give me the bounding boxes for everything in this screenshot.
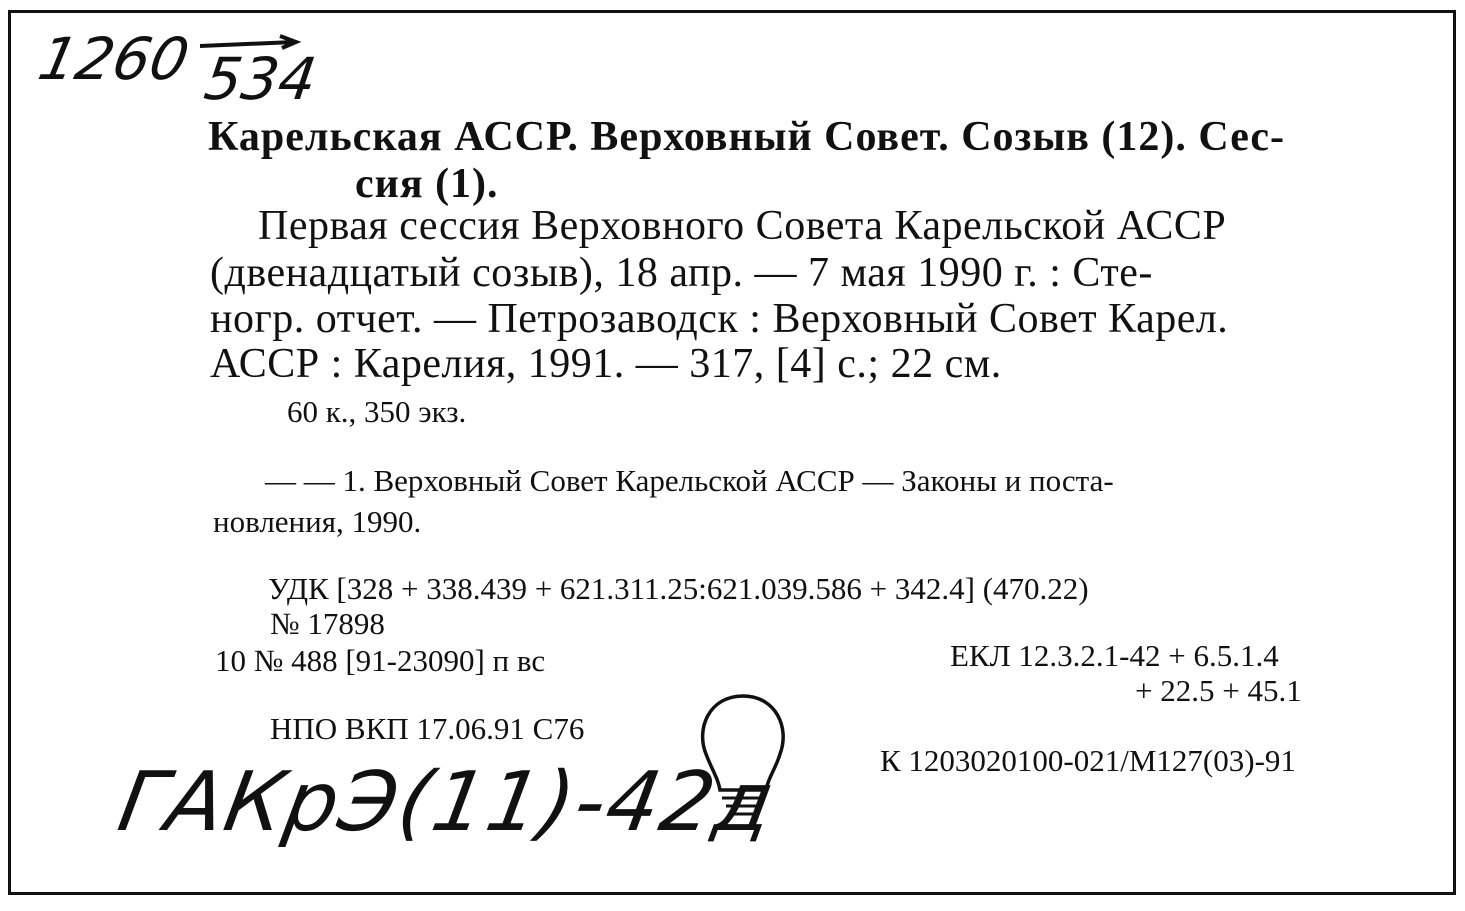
handwritten-number-1260: 1260 <box>32 25 195 93</box>
ekl-line2: + 22.5 + 45.1 <box>1135 673 1302 708</box>
title-line1: Первая сессия Верховного Совета Карельской АССР <box>258 203 1227 249</box>
publisher-pages-line: АССР : Карелия, 1991. — 317, [4] с.; 22 см. <box>210 341 1002 387</box>
imprint-line: ногр. отчет. — Петрозаводск : Верховный Совет Карел. <box>210 296 1229 342</box>
npo-vkp-code: НПО ВКП 17.06.91 С76 <box>270 711 585 746</box>
record-number: № 17898 <box>270 606 385 641</box>
handwritten-overline-mark <box>196 34 316 54</box>
handwritten-archive-code: ГАКрЭ(11)-42д <box>111 755 783 850</box>
card-heading-line1: Карельская АССР. Верховный Совет. Созыв (12). Сес- <box>208 114 1286 160</box>
title-line2: (двенадцатый созыв), 18 апр. — 7 мая 1990 г. : Сте- <box>210 250 1153 296</box>
order-number: 10 № 488 [91-23090] п вс <box>215 643 546 678</box>
ekl-line1: ЕКЛ 12.3.2.1-42 + 6.5.1.4 <box>950 638 1279 673</box>
subject-heading-line2: новления, 1990. <box>213 504 422 539</box>
udk-code: УДК [328 + 338.439 + 621.311.25:621.039.586 + 342.4] (470.22) <box>268 571 1089 606</box>
subject-heading-line1: — — 1. Верховный Совет Карельской АССР — Законы и поста- <box>265 463 1114 498</box>
handwritten-number-534: 534 <box>200 45 321 113</box>
card-heading-line2: сия (1). <box>355 161 499 207</box>
price-print-run: 60 к., 350 экз. <box>287 394 467 429</box>
k-code: К 1203020100-021/М127(03)-91 <box>880 743 1296 778</box>
